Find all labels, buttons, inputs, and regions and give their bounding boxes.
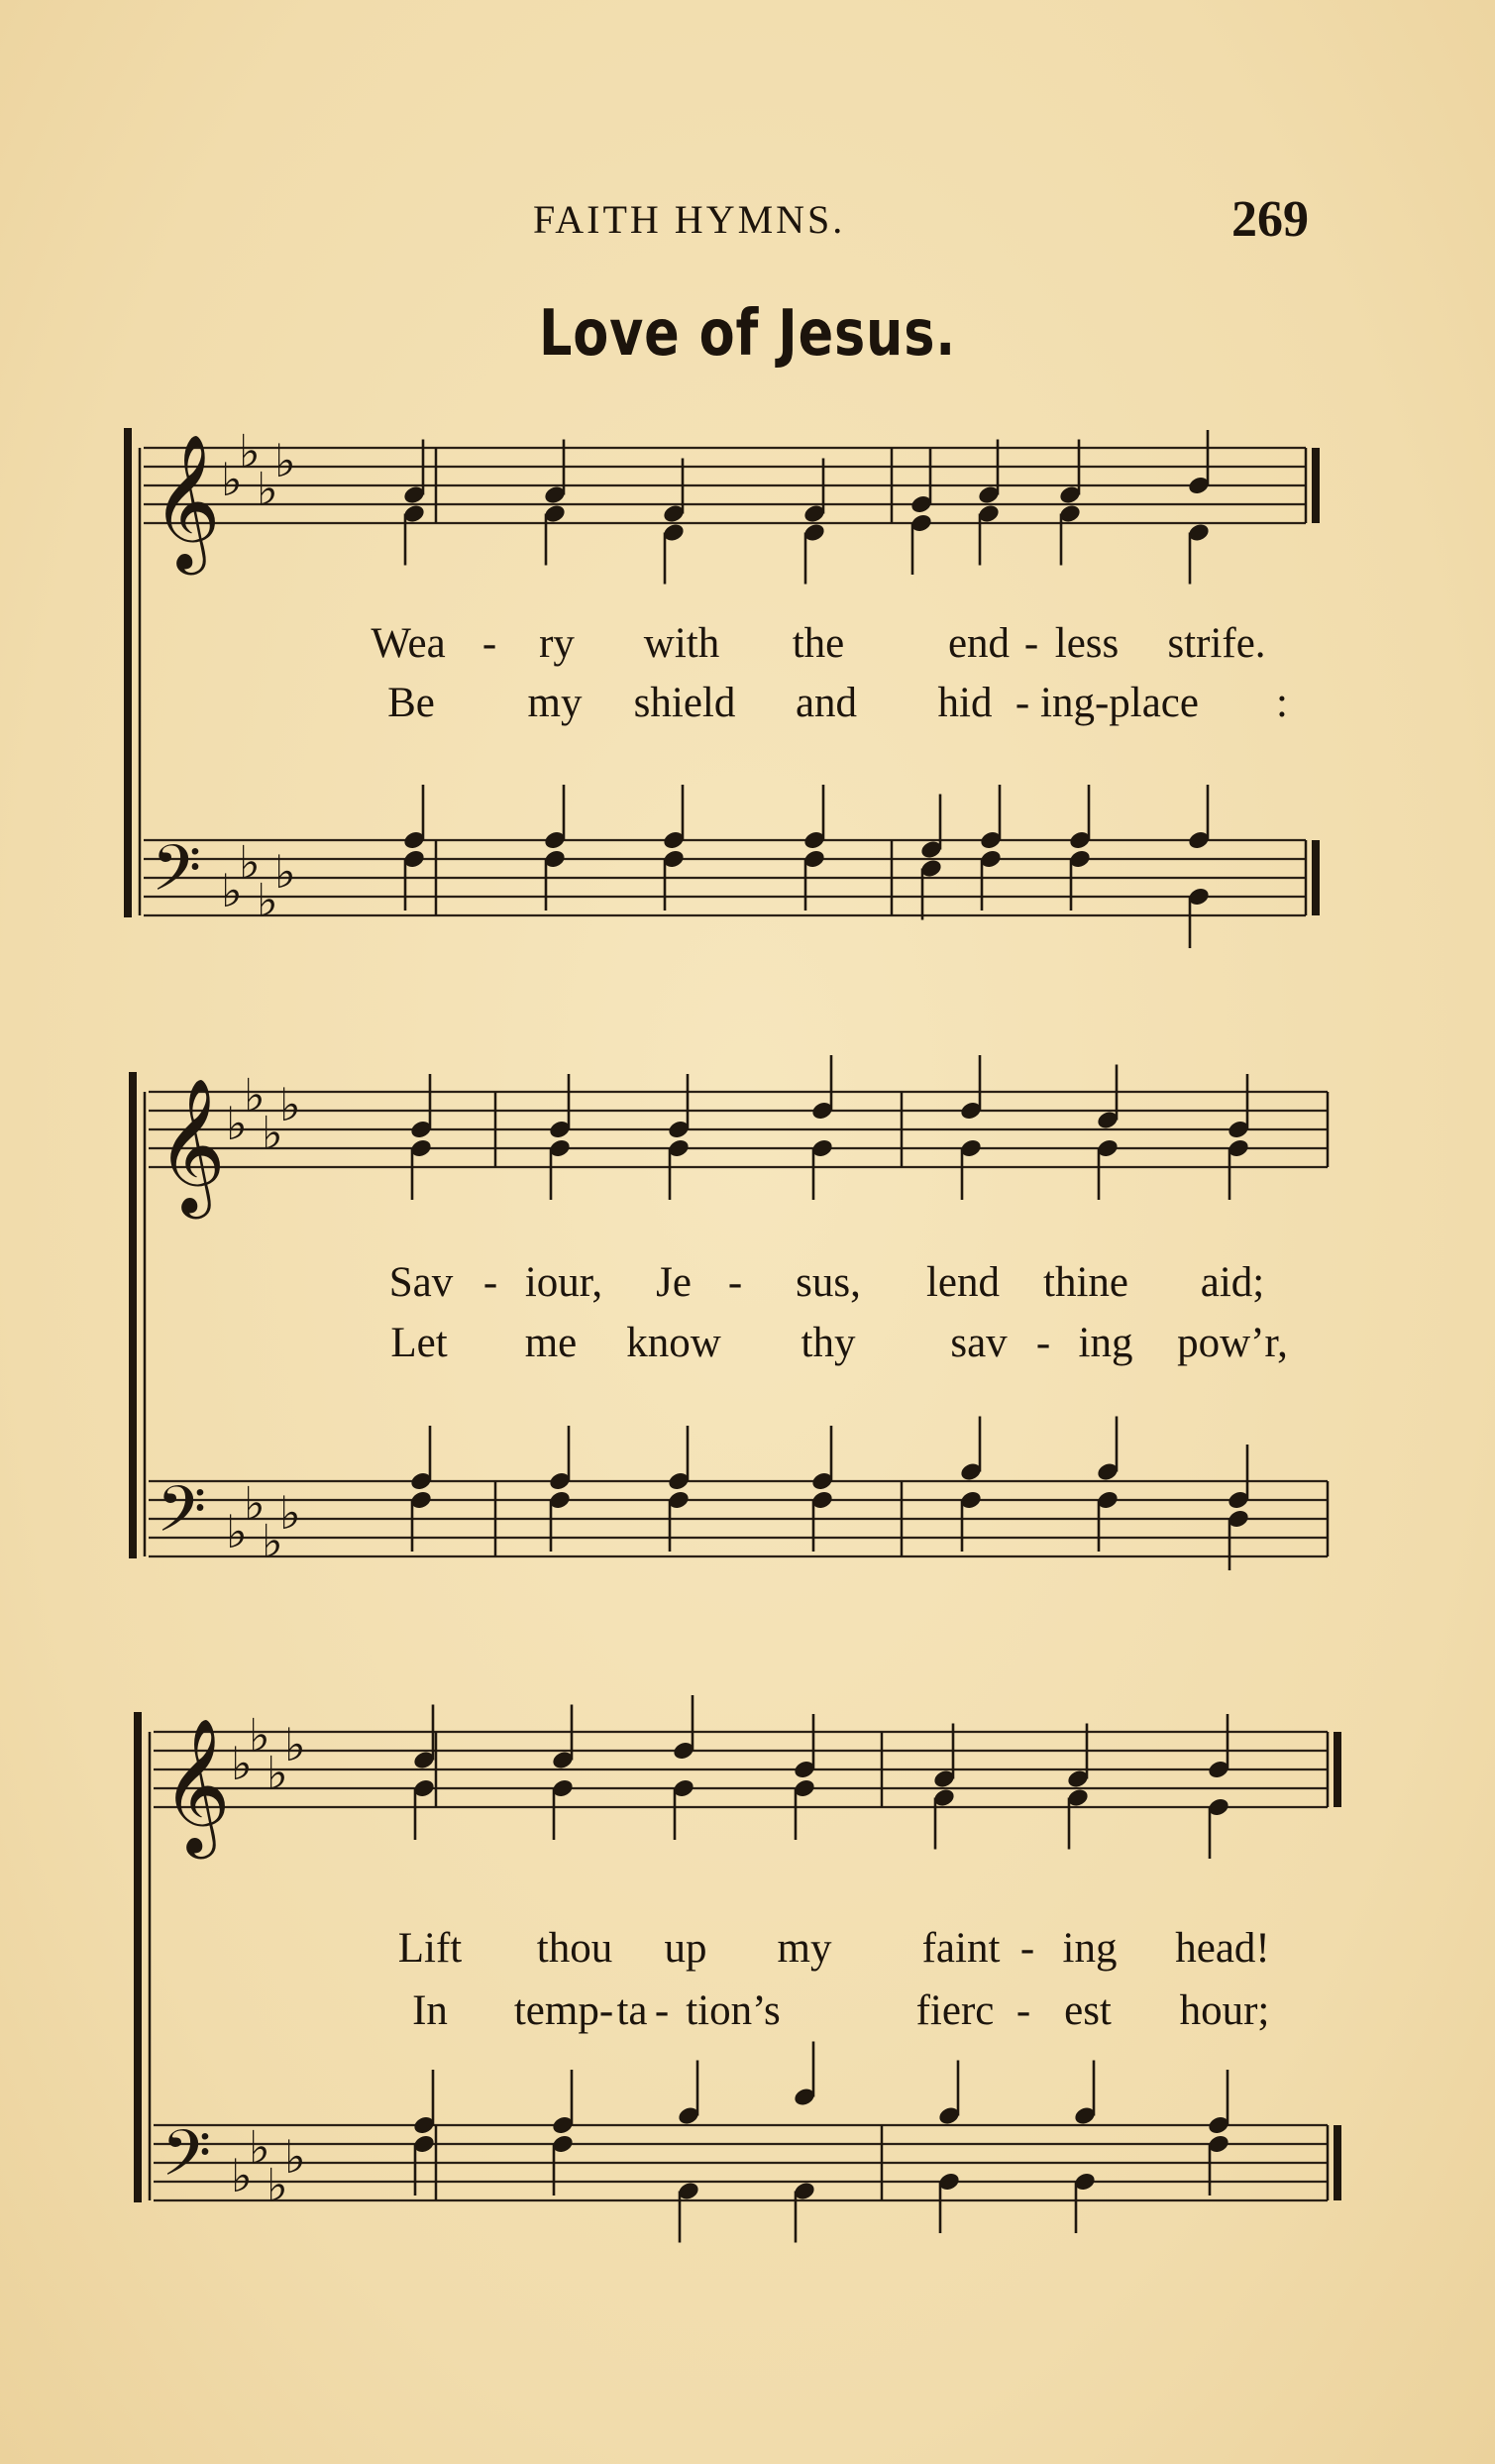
- lyric-syllable: -: [1035, 1320, 1051, 1366]
- lyric-syllable: -: [1019, 1925, 1035, 1972]
- lyric-syllable: pow’r,: [1177, 1320, 1288, 1366]
- lyric-syllable: Let: [390, 1320, 448, 1366]
- flat-icon: ♭: [257, 462, 278, 516]
- flat-icon: ♭: [249, 2120, 270, 2175]
- lyric-syllable: know: [626, 1320, 721, 1366]
- lyric-syllable: fierc: [915, 1987, 995, 2034]
- treble-clef-icon: 𝄞: [157, 1076, 226, 1213]
- flat-icon: ♭: [244, 1068, 266, 1123]
- lyric-syllable: temp-: [513, 1987, 614, 2034]
- flat-icon: ♭: [274, 434, 296, 487]
- lyric-syllable: ing-place: [1040, 680, 1199, 726]
- lyric-syllable: hid: [937, 680, 993, 726]
- lyric-syllable: ing: [1062, 1925, 1118, 1972]
- lyric-syllable: faint: [921, 1925, 1001, 1972]
- lyric-syllable: thine: [1043, 1259, 1128, 1306]
- lyric-syllable: up: [664, 1925, 707, 1972]
- lyric-syllable: -: [482, 1259, 498, 1306]
- flat-icon: ♭: [274, 845, 296, 899]
- lyric-syllable: :: [1276, 680, 1288, 726]
- lyric-syllable: hour;: [1179, 1987, 1270, 2034]
- bass-clef-icon: 𝄢: [157, 1473, 207, 1562]
- lyric-syllable: Wea: [371, 620, 446, 667]
- flat-icon: ♭: [249, 1708, 270, 1763]
- lyric-syllable: less: [1054, 620, 1120, 667]
- lyric-syllable: -: [1023, 620, 1039, 667]
- flat-icon: ♭: [267, 1746, 288, 1800]
- running-head: FAITH HYMNS.: [533, 197, 846, 242]
- lyric-syllable: -: [1014, 680, 1030, 726]
- flat-icon: ♭: [262, 1514, 283, 1568]
- lyric-syllable: head!: [1175, 1925, 1270, 1972]
- flat-icon: ♭: [231, 1737, 253, 1790]
- lyric-syllable: ta: [616, 1987, 648, 2034]
- lyric-syllable: est: [1064, 1987, 1112, 2034]
- flat-icon: ♭: [226, 1505, 248, 1558]
- flat-icon: ♭: [267, 2158, 288, 2212]
- system-1-verse-2: [0, 679, 1495, 728]
- lyric-syllable: tion’s: [686, 1987, 781, 2034]
- lyric-syllable: aid;: [1200, 1259, 1265, 1306]
- lyric-syllable: strife.: [1167, 620, 1266, 667]
- system-3-verse-1: [0, 1924, 1495, 1974]
- lyric-syllable: me: [524, 1320, 578, 1366]
- lyric-syllable: sav: [950, 1320, 1008, 1366]
- lyric-syllable: and: [795, 680, 858, 726]
- flat-icon: ♭: [257, 873, 278, 927]
- lyric-syllable: Je: [656, 1259, 692, 1306]
- lyric-syllable: iour,: [524, 1259, 603, 1306]
- lyric-syllable: -: [481, 620, 497, 667]
- lyric-syllable: my: [777, 1925, 832, 1972]
- lyric-syllable: thy: [801, 1320, 856, 1366]
- flat-icon: ♭: [221, 864, 243, 917]
- bass-clef-icon: 𝄢: [161, 2117, 212, 2206]
- flat-icon: ♭: [226, 1097, 248, 1150]
- lyric-syllable: -: [727, 1259, 743, 1306]
- system-1-verse-1: [0, 619, 1495, 669]
- lyric-syllable: my: [527, 680, 583, 726]
- lyric-syllable: -: [654, 1987, 670, 2034]
- lyric-syllable: Lift: [397, 1925, 463, 1972]
- flat-icon: ♭: [284, 2130, 306, 2184]
- flat-icon: ♭: [244, 1476, 266, 1531]
- lyric-syllable: Sav: [388, 1259, 454, 1306]
- lyric-syllable: lend: [925, 1259, 1001, 1306]
- lyric-syllable: the: [792, 620, 845, 667]
- lyric-syllable: ry: [539, 620, 575, 667]
- lyric-syllable: -: [1015, 1987, 1031, 2034]
- flat-icon: ♭: [279, 1078, 301, 1131]
- treble-clef-icon: 𝄞: [152, 432, 221, 569]
- system-2-verse-1: [0, 1258, 1495, 1308]
- flat-icon: ♭: [279, 1486, 301, 1540]
- lyric-syllable: thou: [536, 1925, 613, 1972]
- bass-clef-icon: 𝄢: [152, 832, 202, 921]
- lyric-syllable: Be: [387, 680, 435, 726]
- system-2-verse-2: [0, 1319, 1495, 1368]
- lyric-syllable: shield: [633, 680, 736, 726]
- treble-clef-icon: 𝄞: [161, 1716, 231, 1853]
- page-number: 269: [1231, 191, 1309, 248]
- flat-icon: ♭: [239, 424, 261, 479]
- flat-icon: ♭: [284, 1718, 306, 1771]
- lyric-syllable: sus,: [796, 1259, 861, 1306]
- flat-icon: ♭: [262, 1106, 283, 1160]
- flat-icon: ♭: [239, 835, 261, 890]
- lyric-syllable: end: [947, 620, 1011, 667]
- lyric-syllable: with: [643, 620, 720, 667]
- hymn-title: Love of Jesus.: [538, 297, 957, 371]
- lyric-syllable: In: [412, 1987, 448, 2034]
- flat-icon: ♭: [221, 453, 243, 506]
- flat-icon: ♭: [231, 2149, 253, 2202]
- system-3-verse-2: [0, 1986, 1495, 2036]
- lyric-syllable: ing: [1078, 1320, 1133, 1366]
